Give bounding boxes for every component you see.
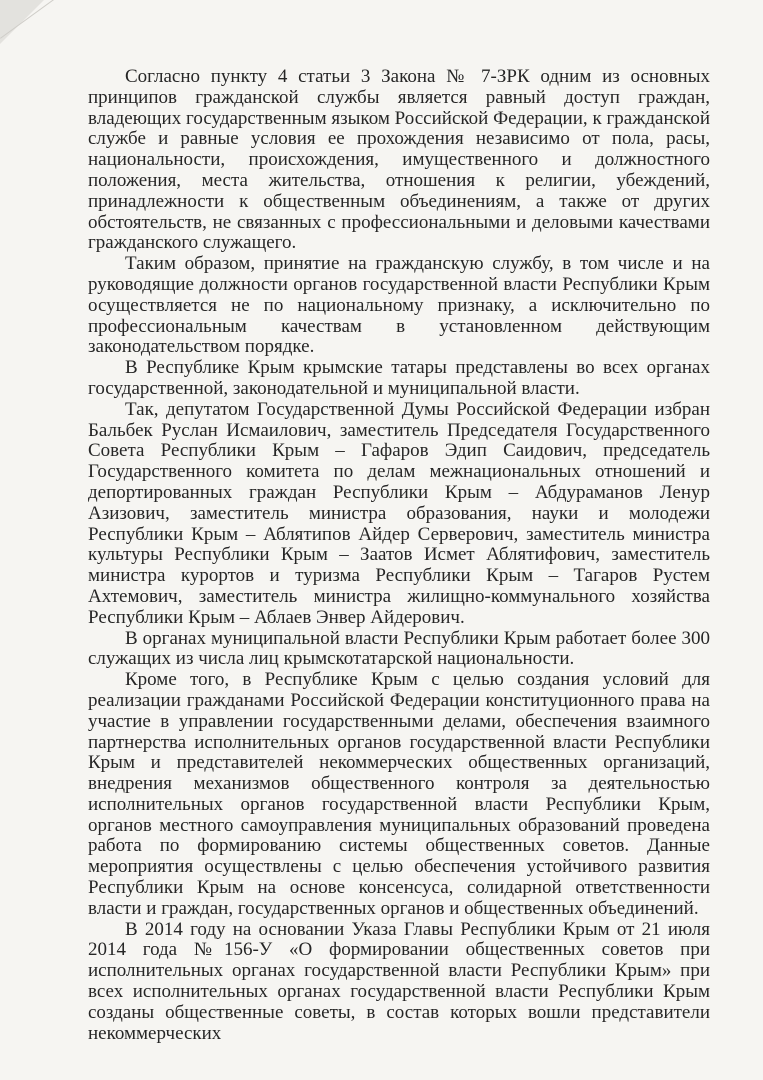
paragraph-equal-access: Согласно пункту 4 статьи 3 Закона № 7-ЗРК одним из основных принципов гражданской службы является равный доступ граждан, владеющих государственным языком Российской Федерации, к гражданской службе и равные условия ее прохождения независимо от пола, расы, национальности, происхождения, имущественного и должностного положения, места жительства, отношения к религии, убеждений, принадлежности к общественным объединениям, а также от других обстоятельств, не связанных с профессиональными и деловыми качествами гражданского служащего. [88, 66, 710, 254]
paragraph-hiring-criteria: Таким образом, принятие на гражданскую службу, в том числе и на руководящие должности органов государственной власти Республики Крым осуществляется не по национальному признаку, а исключительно по профессиональным качествам в установленном действующим законодательством порядке. [88, 253, 710, 358]
paragraph-representation: В Республике Крым крымские татары представлены во всех органах государственной, законодательной и муниципальной власти. [88, 357, 710, 399]
paragraph-municipal-staff: В органах муниципальной власти Республики Крым работает более 300 служащих из числа лиц крымскотатарской национальности. [88, 627, 710, 670]
paragraph-public-councils: Кроме того, в Республике Крым с целью создания условий для реализации гражданами Российской Федерации конституционного права на участие в управлении государственными делами, обеспечения взаимного партнерства исполнительных органов государственной власти Республики Крым и представителей некоммерческих общественных организаций, внедрения механизмов общественного контроля за деятельностью исполнительных органов государственной власти Республики Крым, органов местного самоуправления муниципальных образований проведена работа по формированию системы общественных советов. Данные мероприятия осуществлены с целью обеспечения устойчивого развития Республики Крым на основе консенсуса, солидарной ответственности власти и граждан, государственных органов и общественных объединений. [88, 669, 710, 919]
paragraph-decree-2014: В 2014 году на основании Указа Главы Республики Крым от 21 июля 2014 года №156-У «О формировании общественных советов при исполнительных органах государственной власти Республики Крым» при всех исполнительных органах государственной власти Республики Крым созданы общественные советы, в состав которых вошли представители некоммерческих [88, 918, 710, 1044]
document-body [88, 67, 710, 1044]
paragraph-officials-list: Так, депутатом Государственной Думы Российской Федерации избран Бальбек Руслан Исмаилович, заместитель Председателя Государственного Совета Республики Крым – Гафаров Эдип Саидович, председатель Государственного комитета по делам межнациональных отношений и депортированных граждан Республики Крым – Абдураманов Ленур Азизович, заместитель министра образования, науки и молодежи Республики Крым – Аблятипов Айдер Серверович, заместитель министра культуры Республики Крым – Заатов Исмет Аблятифович, заместитель министра курортов и туризма Республики Крым – Тагаров Рустем Ахтемович, заместитель министра жилищно-коммунального хозяйства Республики Крым – Аблаев Энвер Айдерович. [88, 398, 710, 628]
